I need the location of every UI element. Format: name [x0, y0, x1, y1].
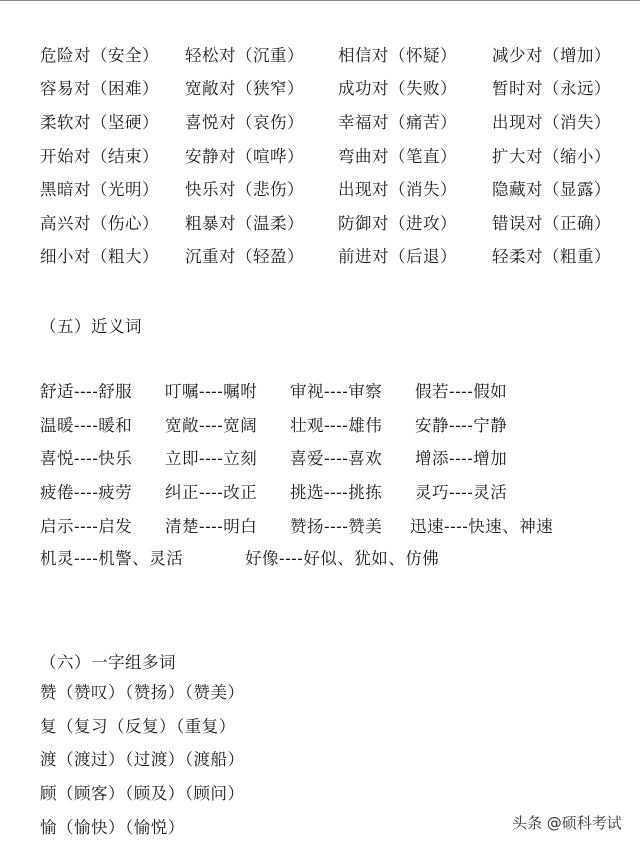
antonym-pair: 幸福对（痛苦） — [338, 113, 457, 132]
synonym-pair: 叮嘱----嘱咐 — [165, 382, 258, 401]
synonym-pair: 清楚----明白 — [165, 517, 258, 536]
synonym-pair: 挑选----挑拣 — [290, 483, 383, 502]
synonym-pair: 宽敞----宽阔 — [165, 416, 258, 435]
antonym-pair: 出现对（消失） — [492, 113, 611, 132]
antonym-pair: 错误对（正确） — [492, 214, 611, 233]
synonym-pair: 壮观----雄伟 — [290, 416, 383, 435]
synonym-pair: 好像----好似、犹如、仿佛 — [245, 549, 440, 568]
synonym-pair: 赞扬----赞美 — [290, 517, 383, 536]
antonym-pair: 黑暗对（光明） — [40, 180, 159, 199]
multi-word-item: 顾（顾客）（顾及）（顾问） — [40, 784, 245, 803]
synonym-pair: 机灵----机警、灵活 — [40, 549, 184, 568]
antonym-pair: 扩大对（缩小） — [492, 147, 611, 166]
synonym-pair: 安静----宁静 — [415, 416, 508, 435]
section-heading-synonyms: （五）近义词 — [40, 317, 142, 336]
synonym-pair: 纠正----改正 — [165, 483, 258, 502]
antonym-pair: 安静对（喧哗） — [185, 147, 304, 166]
antonym-pair: 减少对（增加） — [492, 46, 611, 65]
antonym-pair: 开始对（结束） — [40, 147, 159, 166]
antonym-pair: 隐藏对（显露） — [492, 180, 611, 199]
antonym-pair: 容易对（困难） — [40, 79, 159, 98]
section-heading-multi-word: （六）一字组多词 — [40, 653, 176, 672]
synonym-pair: 迅速----快速、神速 — [410, 517, 554, 536]
synonym-pair: 疲倦----疲劳 — [40, 483, 133, 502]
synonym-pair: 温暖----暖和 — [40, 416, 133, 435]
antonym-pair: 柔软对（坚硬） — [40, 113, 159, 132]
antonym-pair: 细小对（粗大） — [40, 247, 159, 266]
antonym-pair: 防御对（进攻） — [338, 214, 457, 233]
multi-word-item: 复（复习（反复）（重复） — [40, 717, 236, 736]
antonym-pair: 粗暴对（温柔） — [185, 214, 304, 233]
antonym-pair: 轻松对（沉重） — [185, 46, 304, 65]
synonym-pair: 喜爱----喜欢 — [290, 449, 383, 468]
antonym-pair: 出现对（消失） — [338, 180, 457, 199]
antonym-pair: 相信对（怀疑） — [338, 46, 457, 65]
synonym-pair: 启示----启发 — [40, 517, 133, 536]
multi-word-item: 愉（愉快）（愉悦） — [40, 818, 185, 837]
antonym-pair: 轻柔对（粗重） — [492, 247, 611, 266]
synonym-pair: 喜悦----快乐 — [40, 449, 133, 468]
antonym-pair: 危险对（安全） — [40, 46, 159, 65]
multi-word-item: 渡（渡过）（过渡）（渡船） — [40, 750, 245, 769]
top-border — [0, 0, 640, 1]
antonym-pair: 沉重对（轻盈） — [185, 247, 304, 266]
synonym-pair: 增添----增加 — [415, 449, 508, 468]
synonym-pair: 舒适----舒服 — [40, 382, 133, 401]
antonym-pair: 宽敞对（狭窄） — [185, 79, 304, 98]
antonym-pair: 喜悦对（哀伤） — [185, 113, 304, 132]
synonym-pair: 立即----立刻 — [165, 449, 258, 468]
antonym-pair: 成功对（失败） — [338, 79, 457, 98]
watermark: 头条 @硕科考试 — [512, 814, 622, 832]
synonym-pair: 假若----假如 — [415, 382, 508, 401]
antonym-pair: 弯曲对（笔直） — [338, 147, 457, 166]
synonym-pair: 审视----审察 — [290, 382, 383, 401]
antonym-pair: 高兴对（伤心） — [40, 214, 159, 233]
synonym-pair: 灵巧----灵活 — [415, 483, 508, 502]
antonym-pair: 前进对（后退） — [338, 247, 457, 266]
antonym-pair: 快乐对（悲伤） — [185, 180, 304, 199]
multi-word-item: 赞（赞叹）（赞扬）（赞美） — [40, 683, 245, 702]
antonym-pair: 暂时对（永远） — [492, 79, 611, 98]
